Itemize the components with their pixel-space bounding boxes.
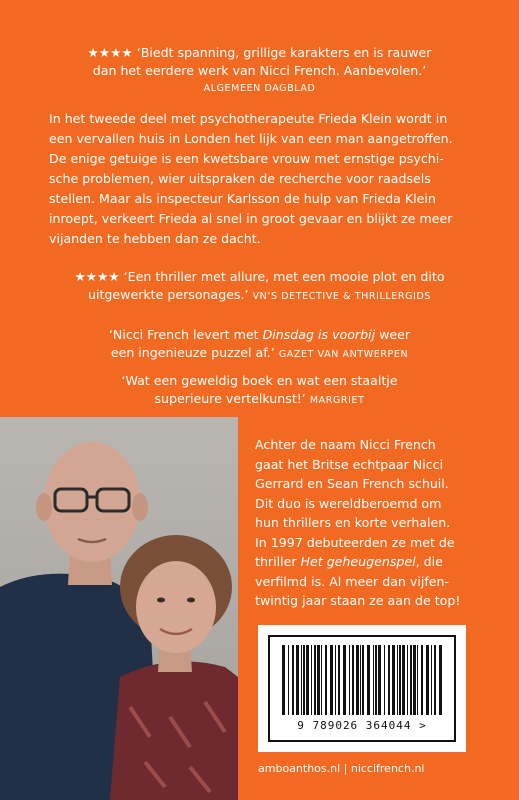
- barcode-bar: [352, 645, 354, 715]
- review-quote-1: [0, 44, 519, 98]
- quote-text: ‘Wat een geweldig boek en wat een staaltje: [121, 373, 398, 388]
- author-photo-illustration: [0, 417, 238, 800]
- barcode-bar: [407, 645, 408, 715]
- star-rating: ★★★★: [87, 45, 133, 60]
- quote-source: ALGEMEEN DAGBLAD: [203, 83, 316, 94]
- quote-text: superieure vertelkunst!’: [154, 391, 306, 406]
- bio-line: verfilmd is. Al meer dan vijfen-: [255, 573, 450, 589]
- quote-text: dan het eerdere werk van Nicci French. Aanbevolen.’: [92, 63, 427, 78]
- barcode-bar: [388, 645, 390, 715]
- barcode-bar: [397, 645, 398, 715]
- barcode-bar: [338, 645, 340, 715]
- barcode-bar: [392, 645, 395, 715]
- barcode-bar: [311, 645, 312, 715]
- barcode-bar: [317, 645, 320, 715]
- barcode-bar: [413, 645, 416, 715]
- barcode-bar: [434, 645, 436, 715]
- barcode-bar: [349, 645, 350, 715]
- film-title: Het geheugenspel: [300, 554, 416, 569]
- barcode-bar: [330, 645, 333, 715]
- barcode-bar: [402, 645, 405, 715]
- barcode-bar: [335, 645, 336, 715]
- bio-line: twintig jaar staan ze aan de top!: [255, 593, 461, 608]
- bio-line: In 1997 debuteerden ze met de: [255, 534, 455, 550]
- isbn-number: 9 789026 364044 >: [297, 719, 427, 732]
- quote-text: weer: [375, 327, 411, 342]
- barcode-frame: [268, 635, 456, 742]
- barcode-bar: [410, 645, 412, 715]
- bio-line: Dit duo is wereldberoemd om: [255, 495, 442, 511]
- bio-line: hun thrillers en korte verhalen.: [255, 515, 451, 530]
- blurb-line: De enige getuige is een kwetsbare vrouw met ernstige psychi-: [49, 151, 444, 166]
- bio-line: Gerrard en Sean French schuil.: [255, 476, 449, 491]
- bio-line: gaat het Britse echtpaar Nicci: [255, 456, 444, 472]
- blurb-line: een vervallen huis in Londen het lijk van een man aangetroffen.: [49, 131, 453, 146]
- bio-line: thriller Het geheugenspel, die: [255, 554, 443, 569]
- barcode-bar: [288, 645, 289, 715]
- star-rating: ★★★★: [74, 269, 120, 284]
- barcode-bar: [306, 645, 309, 715]
- quote-source: MARGRIET: [309, 395, 365, 406]
- barcode-bar: [421, 645, 423, 715]
- barcode-bar: [362, 645, 364, 715]
- barcode-bar: [439, 645, 442, 715]
- barcode-bar: [292, 645, 294, 715]
- barcode-bar: [417, 645, 418, 715]
- blurb-line: sche problemen, wier uitspraken de recherche voor raadsels: [49, 171, 431, 186]
- barcode-bar: [367, 645, 370, 715]
- barcode-bar: [282, 645, 285, 715]
- blurb-line: In het tweede deel met psychotherapeute Frieda Klein wordt in: [49, 111, 448, 126]
- bio-line: Achter de naam Nicci French: [255, 437, 436, 452]
- barcode-bar: [301, 645, 302, 715]
- barcode-bar: [426, 645, 429, 715]
- barcode-bar: [360, 645, 361, 715]
- review-quote-3: [0, 326, 519, 364]
- author-photo: [0, 417, 238, 800]
- quote-source: VN’S DETECTIVE & THRILLERGIDS: [252, 291, 432, 302]
- barcode-bars: [280, 645, 444, 715]
- barcode-bar: [399, 645, 401, 715]
- publisher-websites: amboanthos.nl | niccifrench.nl: [258, 762, 425, 775]
- barcode-bar: [373, 645, 374, 715]
- quote-text: een ingenieuze puzzel af.’: [110, 345, 275, 360]
- barcode-bar: [384, 645, 385, 715]
- author-bio: [255, 435, 481, 611]
- book-title: Dinsdag is voorbij: [262, 327, 376, 342]
- blurb-line: inroept, verkeert Frieda al snel in groot gevaar en blijkt ze meer: [49, 211, 453, 226]
- quote-text: ‘Een thriller met allure, met een mooie plot en dito: [123, 269, 445, 284]
- barcode-bar: [378, 645, 381, 715]
- blurb-line: stellen. Maar als inspecteur Karlsson de hulp van Frieda Klein: [49, 191, 436, 206]
- review-quote-2: [0, 268, 519, 306]
- barcode-bar: [375, 645, 377, 715]
- barcode-bar: [321, 645, 322, 715]
- review-quote-4: [0, 372, 519, 410]
- barcode-bar: [296, 645, 299, 715]
- barcode-bar: [343, 645, 346, 715]
- barcode-bar: [356, 645, 359, 715]
- barcode-bar: [314, 645, 316, 715]
- barcode-bar: [325, 645, 327, 715]
- barcode-bar: [431, 645, 432, 715]
- barcode-panel: [258, 625, 466, 752]
- quote-text: uitgewerkte personages.’: [87, 287, 249, 302]
- blurb-line: vijanden te hebben dan ze dacht.: [49, 231, 261, 246]
- book-blurb: [49, 109, 471, 249]
- quote-source: GAZET VAN ANTWERPEN: [278, 349, 409, 360]
- barcode-bar: [303, 645, 305, 715]
- quote-text: ‘Nicci French levert met: [108, 327, 263, 342]
- quote-text: ‘Biedt spanning, grillige karakters en is rauwer: [136, 45, 432, 60]
